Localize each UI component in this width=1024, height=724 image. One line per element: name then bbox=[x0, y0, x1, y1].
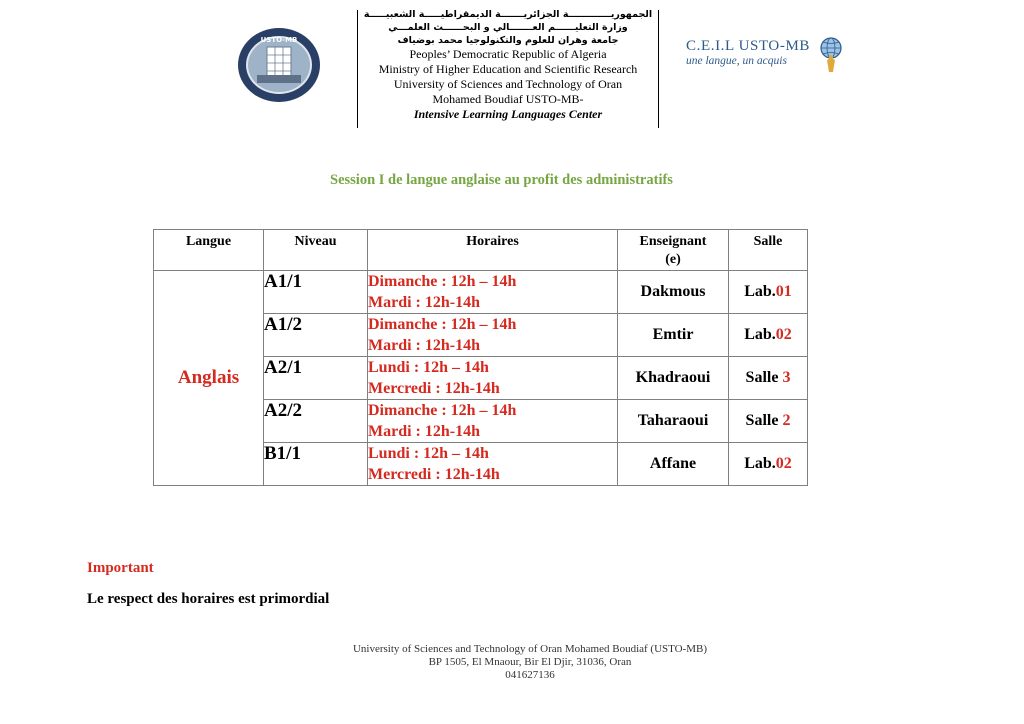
letterhead bbox=[358, 8, 658, 122]
niveau-cell: A2/2 bbox=[264, 400, 368, 443]
horaire-line-1: Dimanche : 12h – 14h bbox=[368, 273, 517, 290]
footer-line-2: BP 1505, El Mnaour, Bir El Djir, 31036, Oran bbox=[428, 656, 632, 668]
header-langue: Langue bbox=[154, 230, 264, 271]
salle-cell bbox=[729, 314, 808, 357]
header-divider-right bbox=[658, 10, 659, 128]
salle-prefix: Lab. bbox=[744, 455, 776, 472]
niveau-cell: A1/2 bbox=[264, 314, 368, 357]
header-enseignant bbox=[618, 230, 729, 271]
salle-prefix: Salle bbox=[745, 412, 783, 429]
horaire-line-1: Dimanche : 12h – 14h bbox=[368, 402, 517, 419]
horaires-cell bbox=[368, 443, 618, 486]
english-line-1: Peoples’ Democratic Republic of Algeria bbox=[409, 47, 607, 61]
logo-text: USTO-MB bbox=[260, 36, 298, 44]
header-enseignant-line1: Enseignant bbox=[639, 234, 707, 249]
footer-line-1: University of Sciences and Technology of Oran Mohamed Boudiaf (USTO-MB) bbox=[352, 643, 708, 655]
salle-prefix: Salle bbox=[745, 369, 783, 386]
enseignant-cell: Affane bbox=[618, 443, 729, 486]
enseignant-cell: Emtir bbox=[618, 314, 729, 357]
salle-number: 2 bbox=[782, 412, 791, 429]
footer bbox=[300, 643, 760, 682]
salle-cell bbox=[729, 271, 808, 314]
niveau-cell: A1/1 bbox=[264, 271, 368, 314]
important-text: Le respect des horaires est primordial bbox=[87, 591, 330, 607]
table-header-row bbox=[154, 230, 808, 271]
enseignant-cell: Dakmous bbox=[618, 271, 729, 314]
langue-cell: Anglais bbox=[154, 271, 264, 486]
important-label: Important bbox=[87, 560, 154, 576]
salle-number: 01 bbox=[775, 283, 792, 300]
globe-icon bbox=[818, 36, 844, 74]
header-salle: Salle bbox=[729, 230, 808, 271]
horaire-line-1: Lundi : 12h – 14h bbox=[368, 445, 489, 462]
arabic-line-2: وزارة التعليــــــم العـــــــالي و البحــــــث العلمـــي bbox=[388, 22, 628, 33]
schedule-table bbox=[153, 229, 808, 486]
footer-phone: 041627136 bbox=[505, 669, 555, 681]
salle-number: 02 bbox=[775, 455, 792, 472]
ceil-title: C.E.I.L USTO-MB bbox=[686, 38, 811, 54]
horaire-line-2: Mercredi : 12h-14h bbox=[368, 380, 500, 397]
horaires-cell bbox=[368, 314, 618, 357]
header-horaires: Horaires bbox=[368, 230, 618, 271]
salle-cell bbox=[729, 443, 808, 486]
niveau-cell: B1/1 bbox=[264, 443, 368, 486]
salle-number: 02 bbox=[775, 326, 792, 343]
enseignant-cell: Taharaoui bbox=[618, 400, 729, 443]
horaire-line-2: Mardi : 12h-14h bbox=[368, 294, 480, 311]
salle-number: 3 bbox=[782, 369, 791, 386]
horaires-cell bbox=[368, 357, 618, 400]
header-enseignant-line2: (e) bbox=[665, 252, 681, 267]
enseignant-cell: Khadraoui bbox=[618, 357, 729, 400]
horaire-line-2: Mercredi : 12h-14h bbox=[368, 466, 500, 483]
english-line-3: University of Sciences and Technology of Oran bbox=[393, 77, 623, 91]
salle-cell bbox=[729, 357, 808, 400]
session-title: Session I de langue anglaise au profit des administratifs bbox=[330, 172, 673, 188]
usto-mb-logo bbox=[237, 27, 321, 103]
salle-prefix: Lab. bbox=[744, 283, 776, 300]
horaire-line-2: Mardi : 12h-14h bbox=[368, 337, 480, 354]
english-line-2: Ministry of Higher Education and Scientific Research bbox=[378, 62, 638, 76]
english-line-4: Mohamed Boudiaf USTO-MB- bbox=[432, 92, 584, 106]
arabic-line-3: جامعة وهران للعلوم والتكنولوجيا محمد بوضياف bbox=[397, 35, 619, 46]
niveau-cell: A2/1 bbox=[264, 357, 368, 400]
horaires-cell bbox=[368, 400, 618, 443]
horaire-line-2: Mardi : 12h-14h bbox=[368, 423, 480, 440]
ceil-tagline: une langue, un acquis bbox=[686, 55, 787, 67]
table-row bbox=[154, 271, 808, 314]
horaire-line-1: Dimanche : 12h – 14h bbox=[368, 316, 517, 333]
salle-cell bbox=[729, 400, 808, 443]
horaire-line-1: Lundi : 12h – 14h bbox=[368, 359, 489, 376]
horaires-cell bbox=[368, 271, 618, 314]
header-niveau: Niveau bbox=[264, 230, 368, 271]
arabic-line-1: الجمهوريـــــــــــــة الجزائريـــــــة الديمقراطيـــــة الشعبيـــــة bbox=[363, 9, 653, 20]
center-name: Intensive Learning Languages Center bbox=[413, 107, 603, 121]
salle-prefix: Lab. bbox=[744, 326, 776, 343]
